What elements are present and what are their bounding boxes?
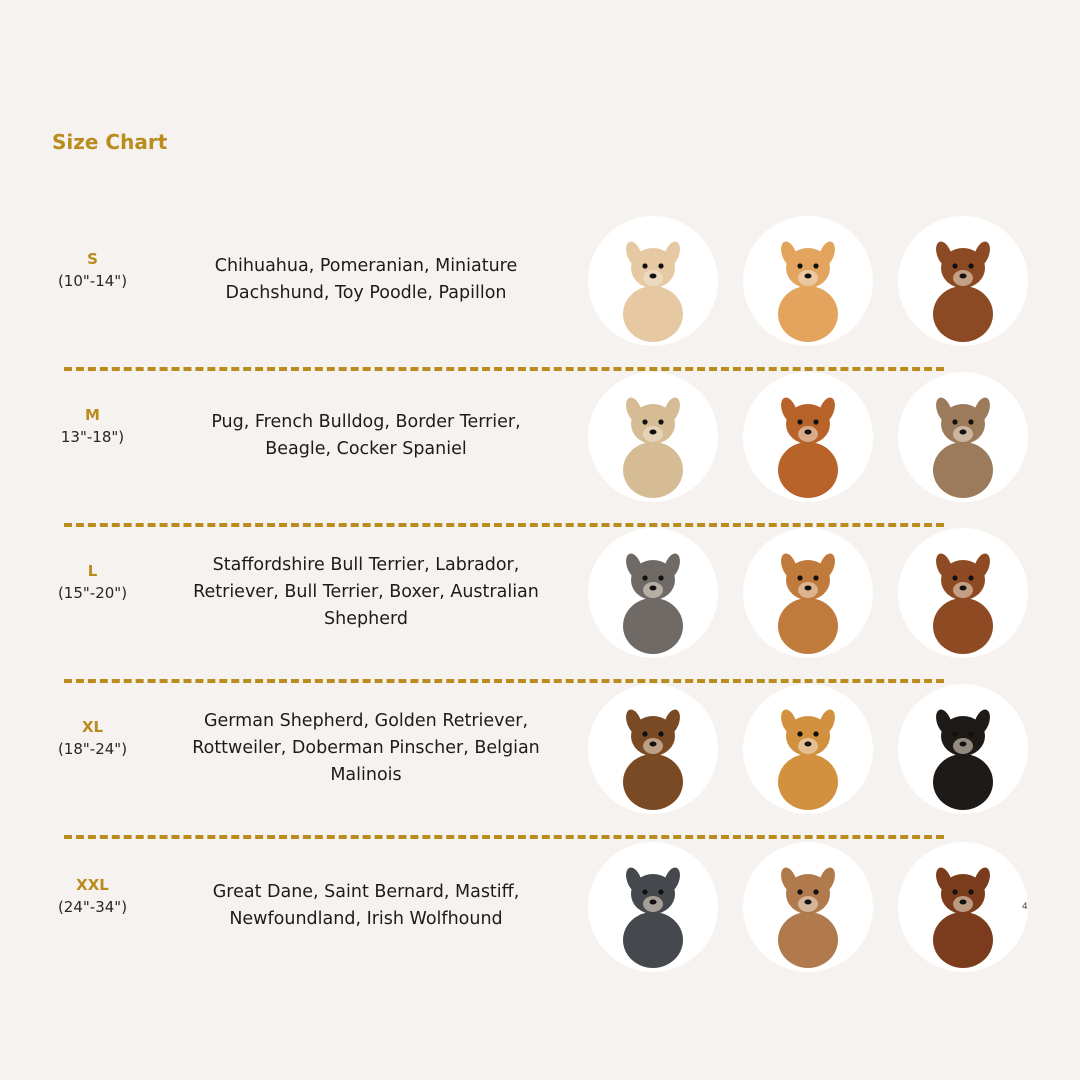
boxer-icon	[898, 528, 1028, 658]
bull-terrier-icon	[743, 528, 873, 658]
size-row-xxl	[0, 836, 1080, 976]
border-terrier-icon	[898, 372, 1028, 502]
size-code: S	[87, 250, 98, 268]
size-range: (10"-14")	[57, 272, 128, 290]
pomeranian-icon	[743, 216, 873, 346]
size-range: (15"-20")	[57, 584, 128, 602]
golden-retriever-icon	[743, 684, 873, 814]
size-range: (18"-24")	[57, 740, 128, 758]
size-code: L	[87, 562, 98, 580]
great-dane-icon	[588, 842, 718, 972]
saint-bernard-icon	[898, 842, 1028, 972]
rottweiler-icon	[898, 684, 1028, 814]
size-row-s	[0, 210, 1080, 350]
size-label	[30, 404, 155, 448]
breed-list: Chihuahua, Pomeranian, Miniature Dachshund, Toy Poodle, Papillon	[214, 256, 518, 303]
size-code: XL	[81, 718, 104, 736]
page-title: Size Chart	[52, 130, 168, 154]
breed-list: Great Dane, Saint Bernard, Mastiff, Newfoundland, Irish Wolfhound	[212, 882, 520, 929]
breed-list: Pug, French Bulldog, Border Terrier, Beagle, Cocker Spaniel	[211, 412, 521, 459]
size-row-xl	[0, 678, 1080, 818]
size-range: (24"-34")	[57, 898, 128, 916]
german-shepherd-icon	[588, 684, 718, 814]
breed-list: German Shepherd, Golden Retriever, Rottweiler, Doberman Pinscher, Belgian Malinois	[192, 710, 540, 785]
size-range: 13"-18")	[60, 428, 125, 446]
size-code: XXL	[76, 876, 109, 894]
chihuahua-icon	[588, 216, 718, 346]
size-code: M	[85, 406, 100, 424]
size-label	[30, 716, 155, 760]
size-row-m	[0, 366, 1080, 506]
breed-list: Staffordshire Bull Terrier, Labrador, Retriever, Bull Terrier, Boxer, Australian Shepherd	[193, 554, 539, 629]
pug-icon	[588, 372, 718, 502]
mastiff-icon	[743, 842, 873, 972]
australian-shepherd-icon	[588, 528, 718, 658]
size-label	[30, 874, 155, 918]
cocker-spaniel-icon	[743, 372, 873, 502]
size-row-l	[0, 522, 1080, 662]
page-number: 4	[1022, 902, 1028, 912]
size-label	[30, 560, 155, 604]
papillon-icon	[898, 216, 1028, 346]
size-label	[30, 248, 155, 292]
